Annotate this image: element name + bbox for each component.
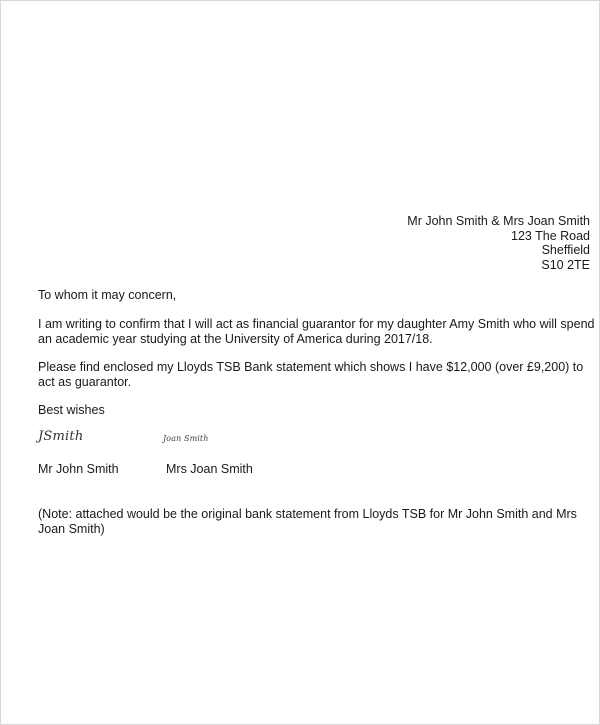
signature-joan: Joan Smith <box>163 434 209 443</box>
paragraph-bank-statement: Please find enclosed my Lloyds TSB Bank statement which shows I have $12,000 (over £9,200) to act as guarantor. <box>38 360 584 389</box>
sender-address <box>407 214 590 272</box>
address-line-names: Mr John Smith & Mrs Joan Smith <box>407 214 590 228</box>
address-line-postcode: S10 2TE <box>541 257 590 272</box>
address-line-city: Sheffield <box>541 243 590 258</box>
signatory-name-john: Mr John Smith <box>38 462 119 476</box>
signatory-name-joan: Mrs Joan Smith <box>166 462 253 476</box>
salutation: To whom it may concern, <box>38 288 177 302</box>
signoff: Best wishes <box>38 403 105 417</box>
signature-john: JSmith <box>38 429 84 444</box>
paragraph-confirmation: I am writing to confirm that I will act as financial guarantor for my daughter Amy Smith who will spend an academic year studying at the University of America during 2017/18. <box>38 317 595 346</box>
attachment-note: (Note: attached would be the original bank statement from Lloyds TSB for Mr John Smith and Mrs Joan Smith) <box>38 507 577 536</box>
address-line-street: 123 The Road <box>511 228 590 243</box>
